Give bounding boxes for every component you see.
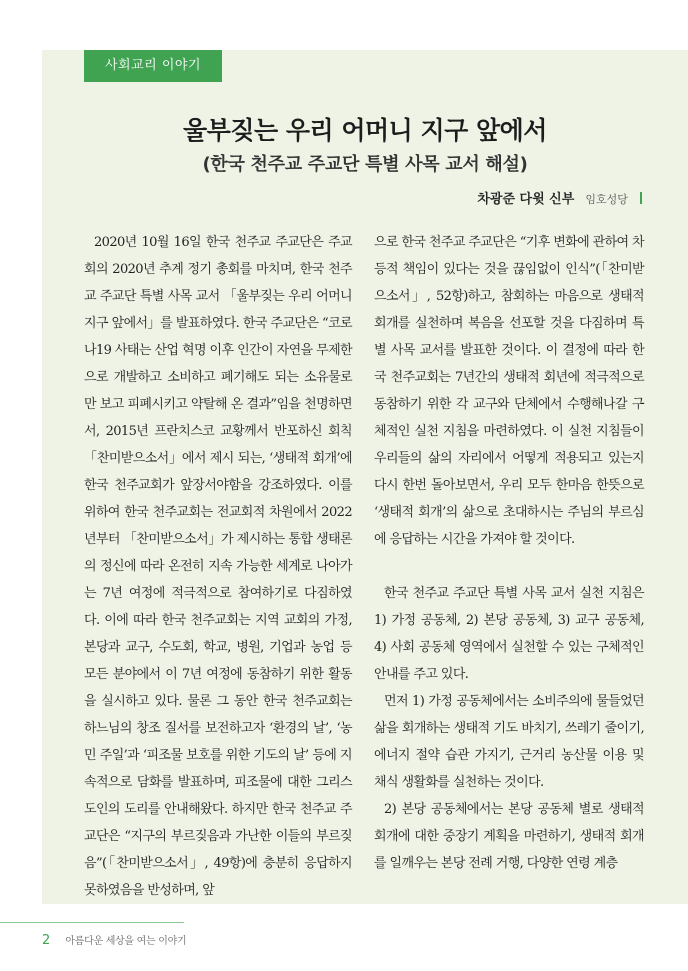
paragraph: 2020년 10월 16일 한국 천주교 주교단은 주교회의 2020년 추계 정기 총회를 마치며, 한국 천주교 주교단 특별 사목 교서 「울부짖는 우리 어머니 지구 앞에서」를 발표하였다. 한국 주교단은 “코로나19 사태는 산업 혁명 이후 인간이 자연을 무제한으로 개발하고 소비하고 폐기해도 되는 소유물로만 보고 피폐시키고 약탈해 온 결과”임을 천명하면서, 2015년 프란치스코 교황께서 반포하신 회칙 「찬미받으소서」에서 제시 되는, ‘생태적 회개’에 한국 천주교회가 앞장서야함을 강조하였다. 이를 위하여 한국 천주교회는 전교회적 차원에서 2022년부터 「찬미받으소서」가 제시하는 통합 생태론의 정신에 따라 온전히 지속 가능한 세계로 나아가는 7년 여정에 적극적으로 참여하기로 다짐하였다. 이에 따라 한국 천주교회는 지역 교회의 가정, 본당과 교구, 수도회, 학교, 병원, 기업과 농업 등 모든 분야에서 이 7년 여정에 동참하기 위한 활동을 실시하고 있다. 물론 그 동안 한국 천주교회는 하느님의 창조 질서를 보전하고자 ‘환경의 날’, ‘농민 주일’과 ‘피조물 보호를 위한 기도의 날’ 등에 지속적으로 담화를 발표하며, 피조물에 대한 그리스도인의 도리를 안내해왔다. 하지만 한국 천주교 주교단은 “지구의 부르짖음과 가난한 이들의 부르짖음”(「찬미받으소서」, 49항)에 충분히 응답하지 못하였음을 반성하며, 앞 bbox=[84, 235, 352, 898]
publication-name: 아름다운 세상을 여는 이야기 bbox=[65, 936, 187, 947]
page-footer bbox=[42, 929, 186, 948]
text-column-right bbox=[374, 229, 644, 877]
author-parish: 임호성당 bbox=[585, 193, 628, 206]
paragraph: 2) 본당 공동체에서는 본당 공동체 별로 생태적 회개에 대한 중장기 계획을 마련하기, 생태적 회개를 일깨우는 본당 전례 거행, 다양한 연령 계층 bbox=[374, 802, 644, 871]
page-number: 2 bbox=[42, 933, 51, 948]
article-title: 울부짖는 우리 어머니 지구 앞에서 bbox=[183, 116, 547, 145]
article-subtitle: (한국 천주교 주교단 특별 사목 교서 해설) bbox=[202, 154, 528, 175]
text-column-left bbox=[84, 229, 352, 904]
author-name: 차광준 다윗 신부 bbox=[477, 192, 575, 207]
section-tag: 사회교리 이야기 bbox=[84, 50, 222, 82]
paragraph: 한국 천주교 주교단 특별 사목 교서 실천 지침은 1) 가정 공동체, 2) 본당 공동체, 3) 교구 공동체, 4) 사회 공동체 영역에서 실천할 수 있는 구체적인 안내를 주고 있다. bbox=[374, 586, 644, 682]
author-byline bbox=[477, 188, 642, 207]
paragraph: 으로 한국 천주교 주교단은 “기후 변화에 관하여 차등적 책임이 있다는 것을 끊임없이 인식”(「찬미받으소서」, 52항)하고, 참회하는 마음으로 생태적 회개를 실천하며 복음을 선포할 것을 다짐하며 특별 사목 교서를 발표한 것이다. 이 결정에 따라 한국 천주교회는 7년간의 생태적 회년에 적극적으로 동참하기 위한 각 교구와 단체에서 수행해나갈 구체적인 실천 지침을 마련하였다. 이 실천 지침들이 우리들의 삶의 자리에서 어떻게 적용되고 있는지 다시 한번 돌아보면서, 우리 모두 한마음 한뜻으로 ‘생태적 회개’의 삶으로 초대하시는 주님의 부르심에 응답하는 시간을 가져야 할 것이다. bbox=[374, 235, 644, 547]
footer-rule bbox=[0, 922, 184, 923]
byline-divider bbox=[640, 192, 642, 204]
paragraph: 먼저 1) 가정 공동체에서는 소비주의에 물들었던 삶을 회개하는 생태적 기도 바치기, 쓰레기 줄이기, 에너지 절약 습관 가지기, 근거리 농산물 이용 및 채식 생활화를 실천하는 것이다. bbox=[374, 694, 644, 790]
